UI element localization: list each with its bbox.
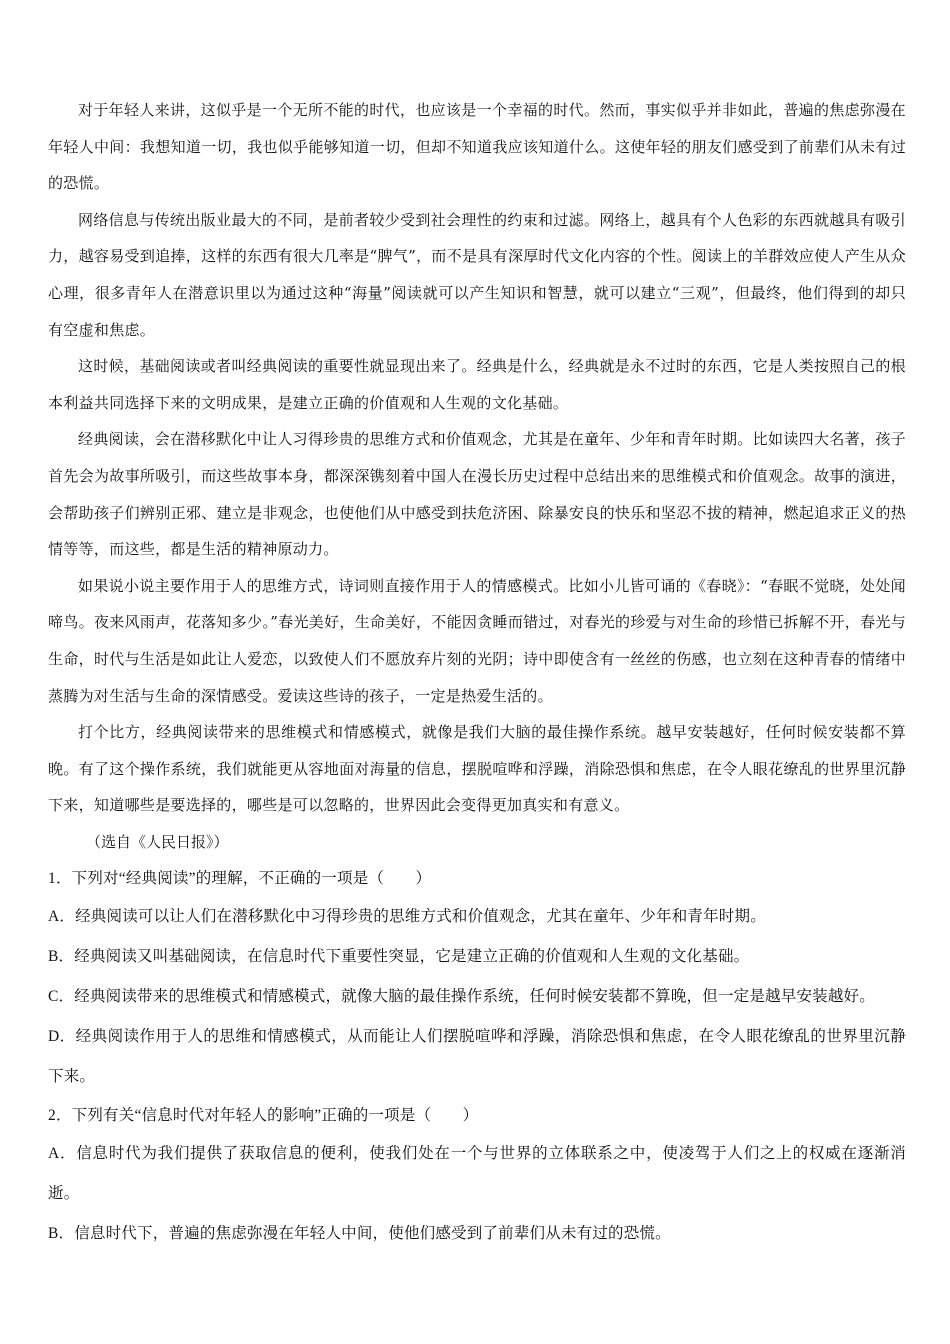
question-1 <box>48 861 906 1097</box>
option-b: B．经典阅读又叫基础阅读，在信息时代下重要性突显，它是建立正确的价值观和人生观的文化基础。 <box>48 948 750 966</box>
question-2 <box>48 1098 906 1254</box>
passage-source: （选自《人民日报》） <box>86 832 229 851</box>
option-a: A．信息时代为我们提供了获取信息的便利，使我们处在一个与世界的立体联系之中，使凌驾于人们之上的权威在逐渐消逝。 <box>48 1145 906 1203</box>
option-c: C．经典阅读带来的思维模式和情感模式，就像大脑的最佳操作系统，任何时候安装都不算晚，但一定是越早安装越好。 <box>48 988 875 1006</box>
passage-paragraph: 对于年轻人来讲，这似乎是一个无所不能的时代，也应该是一个幸福的时代。然而，事实似乎并非如此，普遍的焦虑弥漫在年轻人中间：我想知道一切，我也似乎能够知道一切，但却不知道我应该知道什么。这使年轻的朋友们感受到了前辈们从未有过的恐慌。 <box>48 101 906 193</box>
option-b: B．信息时代下，普遍的焦虑弥漫在年轻人中间，使他们感受到了前辈们从未有过的恐慌。 <box>48 1225 671 1243</box>
document-page <box>48 92 906 1254</box>
passage-paragraph: 如果说小说主要作用于人的思维方式，诗词则直接作用于人的情感模式。比如小儿皆可诵的《春晓》：“春眠不觉晓，处处闻啼鸟。夜来风雨声，花落知多少。”春光美好，生命美好，不能因贪睡而错过，对春光的珍爱与对生命的珍惜已拆解不开，春光与生命，时代与生活是如此让人爱恋，以致使人们不愿放弃片刻的光阴；诗中即使含有一丝丝的伤感，也立刻在这种青春的情绪中蒸腾为对生活与生命的深情感受。爱读这些诗的孩子，一定是热爱生活的。 <box>48 576 906 705</box>
passage-paragraph: 经典阅读，会在潜移默化中让人习得珍贵的思维方式和价值观念，尤其是在童年、少年和青年时期。比如读四大名著，孩子首先会为故事所吸引，而这些故事本身，都深深镌刻着中国人在漫长历史过程中总结出来的思维模式和价值观念。故事的演进，会帮助孩子们辨别正邪、建立是非观念，也使他们从中感受到扶危济困、除暴安良的快乐和坚忍不拔的精神，燃起追求正义的热情等等，而这些，都是生活的精神原动力。 <box>48 430 906 559</box>
option-a: A．经典阅读可以让人们在潜移默化中习得珍贵的思维方式和价值观念，尤其在童年、少年和青年时期。 <box>48 908 766 926</box>
option-d: D．经典阅读作用于人的思维和情感模式，从而能让人们摆脱喧哗和浮躁，消除恐惧和焦虑，在令人眼花缭乱的世界里沉静下来。 <box>48 1028 906 1086</box>
question-stem: 1．下列对“经典阅读”的理解，不正确的一项是（ ） <box>48 870 432 888</box>
passage-paragraph: 这时候，基础阅读或者叫经典阅读的重要性就显现出来了。经典是什么，经典就是永不过时的东西，它是人类按照自己的根本利益共同选择下来的文明成果，是建立正确的价值观和人生观的文化基础。 <box>48 357 906 412</box>
question-stem: 2．下列有关“信息时代对年轻人的影响”正确的一项是（ ） <box>48 1107 479 1125</box>
passage-paragraph: 网络信息与传统出版业最大的不同，是前者较少受到社会理性的约束和过滤。网络上，越具有个人色彩的东西就越具有吸引力，越容易受到追捧，这样的东西有很大几率是“脾气”，而不是具有深厚时代文化内容的个性。阅读上的羊群效应使人产生从众心理，很多青年人在潜意识里以为通过这种“海量”阅读就可以产生知识和智慧，就可以建立“三观”，但最终，他们得到的却只有空虚和焦虑。 <box>48 210 906 339</box>
passage-paragraph: 打个比方，经典阅读带来的思维模式和情感模式，就像是我们大脑的最佳操作系统。越早安装越好，任何时候安装都不算晚。有了这个操作系统，我们就能更从容地面对海量的信息，摆脱喧哗和浮躁，消除恐惧和焦虑，在令人眼花缭乱的世界里沉静下来，知道哪些是要选择的，哪些是可以忽略的，世界因此会变得更加真实和有意义。 <box>48 723 906 815</box>
